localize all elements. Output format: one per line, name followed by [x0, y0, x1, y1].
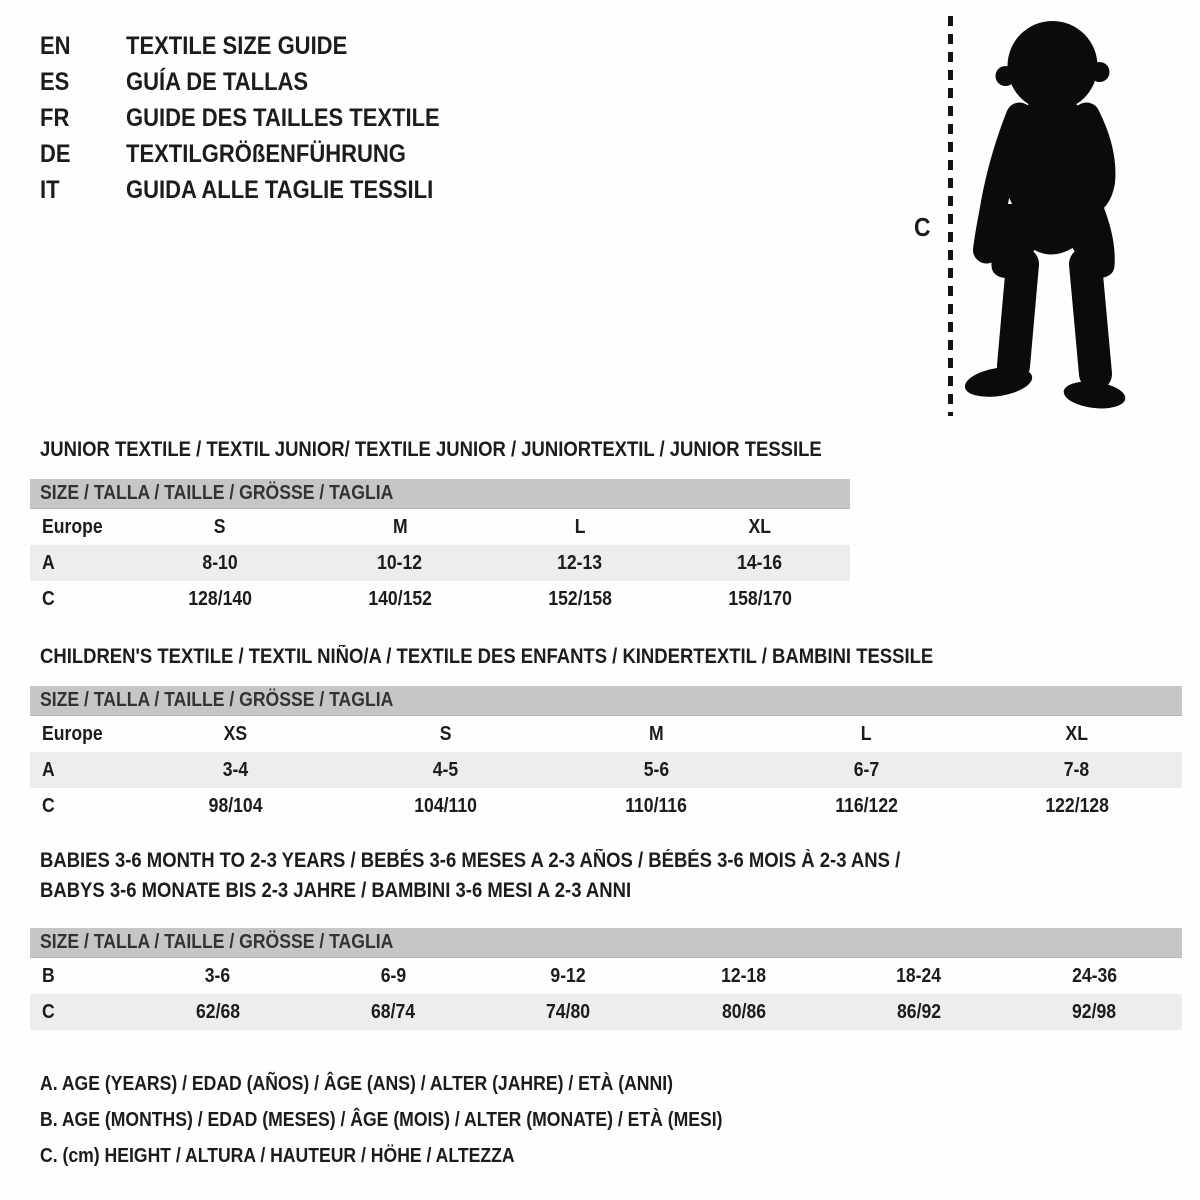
size-cell-text: 12-18: [721, 964, 767, 987]
language-row: [40, 100, 483, 136]
size-cell: [831, 965, 1006, 988]
size-cell-text: L: [861, 722, 872, 745]
table-header-band: [30, 928, 1182, 958]
size-cell: [831, 1001, 1006, 1024]
table-header-text: SIZE / TALLA / TAILLE / GRÖSSE / TAGLIA: [40, 931, 394, 953]
language-row: [40, 136, 483, 172]
row-label: [30, 723, 130, 746]
section-title-text: JUNIOR TEXTILE / TEXTIL JUNIOR/ TEXTILE JUNIOR / JUNIORTEXTIL / JUNIOR TESSILE: [40, 438, 822, 461]
size-cell: [972, 723, 1182, 746]
table-header-text: SIZE / TALLA / TAILLE / GRÖSSE / TAGLIA: [40, 482, 394, 504]
size-cell: [551, 723, 761, 746]
size-cell-text: XL: [1065, 722, 1089, 745]
table-header-text: SIZE / TALLA / TAILLE / GRÖSSE / TAGLIA: [40, 689, 394, 711]
size-cell-text: 12-13: [557, 551, 603, 574]
size-cell: [1007, 965, 1182, 988]
row-label: [30, 588, 130, 611]
size-cell-text: 6-9: [380, 964, 406, 987]
row-label: [30, 759, 130, 782]
size-cell-text: 86/92: [896, 1000, 941, 1023]
size-cell-text: 158/170: [728, 587, 792, 610]
size-cell: [972, 759, 1182, 782]
size-cell: [670, 516, 850, 539]
size-table: [30, 928, 1182, 1030]
language-code: FR: [40, 103, 70, 132]
size-cell: [340, 759, 550, 782]
size-cell-text: 3-6: [204, 964, 231, 987]
table-row: [30, 958, 1182, 994]
size-cell: [340, 723, 550, 746]
size-cell-text: 14-16: [737, 551, 783, 574]
legend-line-text: A. AGE (YEARS) / EDAD (AÑOS) / ÂGE (ANS) / ALTER (JAHRE) / ETÀ (ANNI): [40, 1073, 673, 1095]
size-cell: [130, 795, 340, 818]
language-title-list: [40, 28, 483, 208]
language-title: GUIDE DES TAILLES TEXTILE: [126, 103, 440, 132]
size-cell: [130, 516, 310, 539]
table-row: [30, 752, 1182, 788]
size-cell-text: XS: [223, 722, 247, 745]
size-cell-text: 18-24: [896, 964, 942, 987]
size-cell-text: 9-12: [550, 964, 586, 987]
size-cell-text: 68/74: [370, 1000, 416, 1023]
size-cell-text: 80/86: [721, 1000, 766, 1023]
section-title-text: CHILDREN'S TEXTILE / TEXTIL NIÑO/A / TEXTILE DES ENFANTS / KINDERTEXTIL / BAMBINI TESSILE: [40, 645, 934, 668]
language-row: [40, 172, 483, 208]
language-title: TEXTILGRÖßENFÜHRUNG: [126, 139, 406, 168]
size-cell: [481, 1001, 656, 1024]
size-cell-text: 62/68: [195, 1000, 240, 1023]
section-title: [40, 846, 1182, 876]
height-measure-label: C: [914, 212, 931, 242]
language-code: DE: [40, 139, 71, 168]
size-cell: [130, 965, 305, 988]
toddler-silhouette-icon: [962, 14, 1147, 419]
table-row: [30, 716, 1182, 752]
size-cell-text: 122/128: [1045, 794, 1109, 817]
language-code: EN: [40, 31, 71, 60]
size-cell: [305, 965, 480, 988]
row-label: [30, 795, 130, 818]
size-cell: [130, 723, 340, 746]
size-cell: [761, 723, 971, 746]
size-cell-text: 152/158: [548, 587, 612, 610]
size-cell-text: 3-4: [222, 758, 248, 781]
size-cell: [670, 588, 850, 611]
row-label-text: C: [42, 587, 55, 610]
size-cell-text: L: [574, 515, 586, 538]
size-cell-text: 104/110: [414, 794, 477, 817]
language-title: GUIDA ALLE TAGLIE TESSILI: [126, 175, 434, 204]
size-cell-text: M: [648, 722, 664, 745]
table-row: [30, 994, 1182, 1030]
section-title: [40, 876, 1182, 906]
row-label-text: A: [42, 551, 55, 574]
height-dashed-line: [948, 16, 953, 416]
table-row: [30, 509, 850, 545]
size-cell-text: 140/152: [368, 587, 432, 610]
table-header-band: [30, 479, 850, 509]
size-cell: [305, 1001, 480, 1024]
size-cell: [340, 795, 550, 818]
legend-line: [40, 1066, 816, 1102]
legend: [40, 1066, 816, 1174]
size-cell-text: S: [214, 515, 226, 538]
section-title-text: BABIES 3-6 MONTH TO 2-3 YEARS / BEBÉS 3-6 MESES A 2-3 AÑOS / BÉBÉS 3-6 MOIS À 2-3 ANS /: [40, 849, 901, 872]
section-title: [40, 642, 1182, 672]
size-cell-text: 98/104: [208, 794, 263, 817]
size-cell-text: M: [392, 515, 408, 538]
table-row: [30, 788, 1182, 824]
language-code: IT: [40, 175, 60, 204]
babies-textile-section: [30, 846, 1182, 1030]
language-code: ES: [40, 67, 70, 96]
row-label-text: C: [42, 794, 55, 817]
size-cell: [551, 795, 761, 818]
size-cell: [130, 1001, 305, 1024]
size-cell-text: 4-5: [432, 758, 459, 781]
table-row: [30, 581, 850, 617]
row-label: [30, 1001, 130, 1024]
size-cell: [490, 516, 670, 539]
junior-textile-section: [30, 435, 850, 617]
size-cell: [310, 588, 490, 611]
size-cell: [656, 1001, 831, 1024]
size-table: [30, 479, 850, 617]
row-label-text: Europe: [42, 515, 103, 538]
size-cell-text: 116/122: [835, 794, 898, 817]
language-row: [40, 64, 483, 100]
language-title: TEXTILE SIZE GUIDE: [126, 31, 348, 60]
size-cell: [310, 552, 490, 575]
childrens-textile-section: [30, 642, 1182, 824]
table-header-band: [30, 686, 1182, 716]
size-cell-text: 5-6: [643, 758, 669, 781]
size-cell: [130, 759, 340, 782]
row-label-text: A: [42, 758, 55, 781]
size-cell-text: 7-8: [1064, 758, 1090, 781]
size-cell: [310, 516, 490, 539]
size-cell-text: 24-36: [1071, 964, 1117, 987]
legend-line-text: C. (cm) HEIGHT / ALTURA / HAUTEUR / HÖHE / ALTEZZA: [40, 1145, 515, 1167]
row-label: [30, 516, 130, 539]
size-cell: [1007, 1001, 1182, 1024]
size-cell: [130, 588, 310, 611]
section-title: [40, 435, 850, 465]
language-row: [40, 28, 483, 64]
size-cell: [490, 588, 670, 611]
row-label-text: C: [42, 1000, 55, 1023]
legend-line: [40, 1138, 816, 1174]
size-cell: [481, 965, 656, 988]
row-label-text: Europe: [42, 722, 103, 745]
size-cell: [130, 552, 310, 575]
size-cell-text: 74/80: [546, 1000, 591, 1023]
size-cell-text: S: [439, 722, 452, 745]
size-cell: [490, 552, 670, 575]
row-label-text: B: [42, 964, 55, 987]
size-table: [30, 686, 1182, 824]
section-title-text: BABYS 3-6 MONATE BIS 2-3 JAHRE / BAMBINI 3-6 MESI A 2-3 ANNI: [40, 879, 632, 902]
size-cell-text: 92/98: [1072, 1000, 1117, 1023]
size-cell: [761, 759, 971, 782]
size-cell-text: 8-10: [202, 551, 238, 574]
table-row: [30, 545, 850, 581]
row-label: [30, 965, 130, 988]
size-cell: [656, 965, 831, 988]
size-cell: [670, 552, 850, 575]
size-cell: [761, 795, 971, 818]
size-cell: [551, 759, 761, 782]
size-cell-text: 110/116: [625, 794, 687, 817]
language-title: GUÍA DE TALLAS: [126, 67, 309, 96]
size-cell: [972, 795, 1182, 818]
legend-line: [40, 1102, 816, 1138]
size-cell-text: XL: [748, 515, 772, 538]
size-cell-text: 10-12: [377, 551, 423, 574]
size-cell-text: 128/140: [188, 587, 252, 610]
row-label: [30, 552, 130, 575]
legend-line-text: B. AGE (MONTHS) / EDAD (MESES) / ÂGE (MOIS) / ALTER (MONATE) / ETÀ (MESI): [40, 1109, 723, 1131]
size-cell-text: 6-7: [853, 758, 880, 781]
